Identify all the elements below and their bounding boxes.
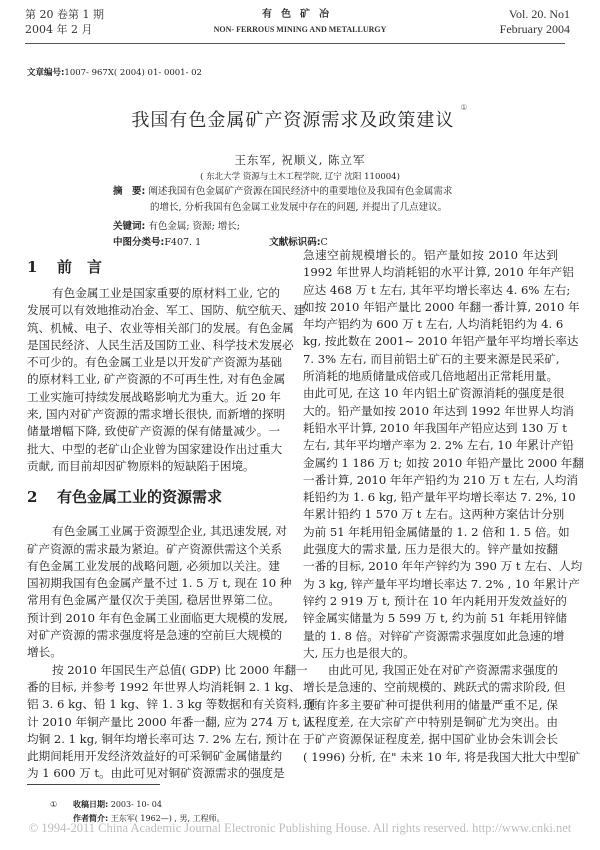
abstract-line: 阐述我国有色金属矿产资源在国民经济中的重要地位及我国有色金属需求 [148,186,453,197]
keywords-value: 有色金属; 资源; 增长; [148,221,240,232]
abstract-label: 摘 要: [113,186,146,197]
right-column [303,247,584,766]
section-heading-1 [27,257,102,277]
title-footnote-marker: ① [460,103,469,112]
text-line: 为 1 600 万 t。由此可见对铜矿资源需求的强度是 [27,766,285,781]
journal-name-cn: 有色矿冶 [262,9,338,20]
volume-en: Vol. 20. No1 [508,7,570,21]
text-line: 所消耗的地质储量成倍或几倍地超出正常耗用量。 [303,369,559,384]
text-line: 国初期我国有色金属产量不过 1. 5 万 t, 现在 10 种 [27,576,292,591]
classification [113,234,328,248]
text-line: 贡献, 而目前却因矿物原料的短缺陷于困境。 [27,458,255,473]
text-line: 对矿产资源的需求强度将是急速的空前巨大规模的 [27,628,283,643]
received-date: 2003- 10- 04 [110,800,162,809]
paper-title: 我国有色金属矿产资源需求及政策建议 [131,110,455,131]
abstract [113,184,483,216]
text-line: kg, 按此数在 2001~ 2010 年铝产量年平均增长率达 [303,334,579,349]
footnote-received [50,799,162,810]
text-line: 预计到 2010 年有色金属工业面临更大规模的发展, [27,610,288,625]
text-line: 1992 年世界人均消耗铝的水平计算, 2010 年年产铝 [303,265,574,280]
text-line: 有色金属工业属于资源型企业, 其迅速发展, 对 [52,524,288,539]
text-line: 年累计铅约 1 570 万 t 左右。这两种方案估计分别 [303,507,565,522]
text-line: 工业实施可持续发展战略影响尤为重大。近 20 年 [27,389,281,404]
text-line: 筑、机械、电子、农业等相关部门的发展。有色金属 [27,320,294,335]
paragraph [27,662,318,783]
text-line: 的原材料工业, 矿产资源的不可再生性, 对有色金属 [27,372,286,387]
text-line: 急速空前规模增长的。铝产量如按 2010 年达到 [303,248,558,262]
article-number [27,66,202,78]
paragraph [27,285,306,475]
paragraph [303,247,584,662]
text-line: 按 2010 年国民生产总值( GDP) 比 2000 年翻一 [52,662,308,677]
text-line: 有色金属工业是国家重要的原材料工业, 它的 [52,286,280,300]
text-line: 大的。铅产量如按 2010 年达到 1992 年世界人均消 [303,403,574,418]
text-line: 发展可以有效地推动冶金、军工、国防、航空航天、建 [27,303,306,318]
text-line: 增长是急速的、空前规模的、跳跃式的需求阶段, 但 [303,680,566,695]
paragraph [27,523,292,661]
journal-name-en: NON- FERROUS MINING AND METALLURGY [213,25,387,34]
text-line: ( 1996) 分析, 在" 未来 10 年, 将是我国大批大中型矿 [303,749,581,764]
text-line: 现有许多主要矿种可提供利用的储量严重不足, 保 [303,697,558,712]
text-line: 应达 468 万 t 左右, 其年平均增长率达 4. 6% 左右; [303,282,571,297]
text-line: 来, 国内对矿产资源的需求增长很快, 而新增的探明 [27,407,286,422]
text-line: 一番计算, 2010 年年产铅约为 210 万 t 左右, 人均消 [303,472,578,487]
section-title: 前 言 [57,258,103,276]
text-line: 有色金属工业发展的战略问题, 必须加以关注。建 [27,558,280,573]
date-en: February 2004 [499,22,570,36]
keywords [113,218,240,232]
journal-issue-info-en [500,7,570,37]
doc-code-label: 文献标识码: [269,237,321,248]
section-title: 有色金属工业的资源需求 [57,488,223,506]
text-line: 锌金属实储量为 5 599 万 t, 约为前 51 年耗用锌储 [303,611,567,626]
text-line: 常用有色金属产量仅次于美国, 稳居世界第二位。 [27,593,280,608]
text-line: 批大、中型的老矿山企业曾为国家建设作出过重大 [27,441,283,456]
text-line: 量的 1. 8 倍。对锌矿产资源需求强度如此急速的增 [303,628,565,643]
text-line: 耗铅约为 1. 6 kg, 铅产量年平均增长率达 7. 2%, 10 [303,490,576,505]
header-rule [25,43,565,44]
paragraph [303,662,581,766]
issue-date: 2004 年 2 月 [25,23,93,36]
text-line: 金属约 1 186 万 t; 如按 2010 年铅产量比 2000 年翻 [303,455,584,470]
left-column [27,285,318,783]
received-label: 收稿日期: [73,800,109,809]
article-number-label: 文章编号: [27,68,65,78]
text-line: 是国民经济、人民生活及国防工业、科学技术发展必 [27,337,294,352]
footnote-marker: ① [50,800,58,809]
text-line: 耗铅水平计算, 2010 年我国年产铅应达到 130 万 t [303,420,567,435]
clc-value: F407. 1 [164,237,202,248]
text-line: 此强度大的需求量, 压力是很大的。锌产量如按翻 [303,542,558,557]
paper-title-block [0,103,600,132]
doc-code-value: C [320,237,328,248]
text-line: 铝 3. 6 kg、铅 1 kg、锌 1. 3 kg 等数据和有关资料, 预 [27,697,318,712]
affiliation: ( 东北大学 资源与土木工程学院, 辽宁 沈阳 110004) [200,172,400,182]
section-number: 1 [27,258,38,276]
text-line: 此期间耗用开发经济效益好的可采铜矿金属储量约 [27,749,283,764]
text-line: 由此可见, 我国正处在对矿产资源需求强度的 [328,663,558,678]
text-line: 为前 51 年耗用铅金属储量的 1. 2 倍和 1. 5 倍。如 [303,524,570,539]
text-line: 均铜 2. 1 kg, 铜年均增长率可达 7. 2% 左右, 预计在 [27,731,301,746]
article-number-value: 1007- 967X( 2004) 01- 0001- 02 [64,68,202,78]
text-line: 证程度差, 在大宗矿产中特别是铜矿尤为突出。由 [303,715,558,730]
text-line: 锌约 2 919 万 t, 预计在 10 年内耗用开发效益好的 [303,593,567,608]
text-line: 不可少的。有色金属工业是以开发矿产资源为基础 [27,355,283,370]
text-line: 一番的目标, 2010 年年产锌约为 390 万 t 左右、人均 [303,559,583,574]
section-number: 2 [27,488,38,506]
text-line: 为 3 kg, 锌产量年平均增长率达 7. 2% , 10 年累计产 [303,576,580,591]
text-line: 大, 压力也是很大的。 [303,645,415,660]
text-line: 储量增幅下降, 致使矿产资源的保有储量减少。一 [27,424,280,439]
copyright-watermark: © 1994-2011 China Academic Journal Electronic Publishing House. All rights reserved. http://www.cnki.net [28,821,572,835]
volume-issue: 第 20 卷第 1 期 [25,8,104,21]
text-line: 计 2010 年铜产量比 2000 年番一翻, 应为 274 万 t, 人 [27,714,316,729]
footnote-rule [27,784,160,785]
text-line: 左右, 其年平均增产率为 2. 2% 左右, 10 年累计产铅 [303,438,574,453]
author-bio-label: 作者简介: [73,814,109,823]
text-line: 如按 2010 年铝产量比 2000 年翻一番计算, 2010 年 [303,299,580,314]
abstract-line: 的增长, 分析我国有色金属工业发展中存在的问题, 并提出了几点建议。 [150,202,448,213]
author-bio: 王东军( 1962—) , 男, 工程师。 [110,814,225,823]
text-line: 年均产铝约为 600 万 t 左右, 人均消耗铝约为 4. 6 [303,317,564,332]
text-line: 于矿产资源保证程度差, 据中国矿业协会朱训会长 [303,732,558,747]
text-line: 增长。 [27,645,62,660]
text-line: 矿产资源的需求最为紧迫。矿产资源供需这个关系 [27,541,283,556]
keywords-label: 关键词: [113,221,146,232]
text-line: 番的目标, 并参考 1992 年世界人均消耗铜 2. 1 kg、 [27,679,301,694]
authors: 王东军, 祝顺义, 陈立军 [234,153,366,167]
clc-label: 中图分类号: [113,237,165,248]
text-line: 7. 3% 左右, 而目前铝土矿石的主要来源是民采矿, [303,351,560,366]
text-line: 由此可见, 在这 10 年内铝土矿资源消耗的强度是很 [303,386,565,401]
